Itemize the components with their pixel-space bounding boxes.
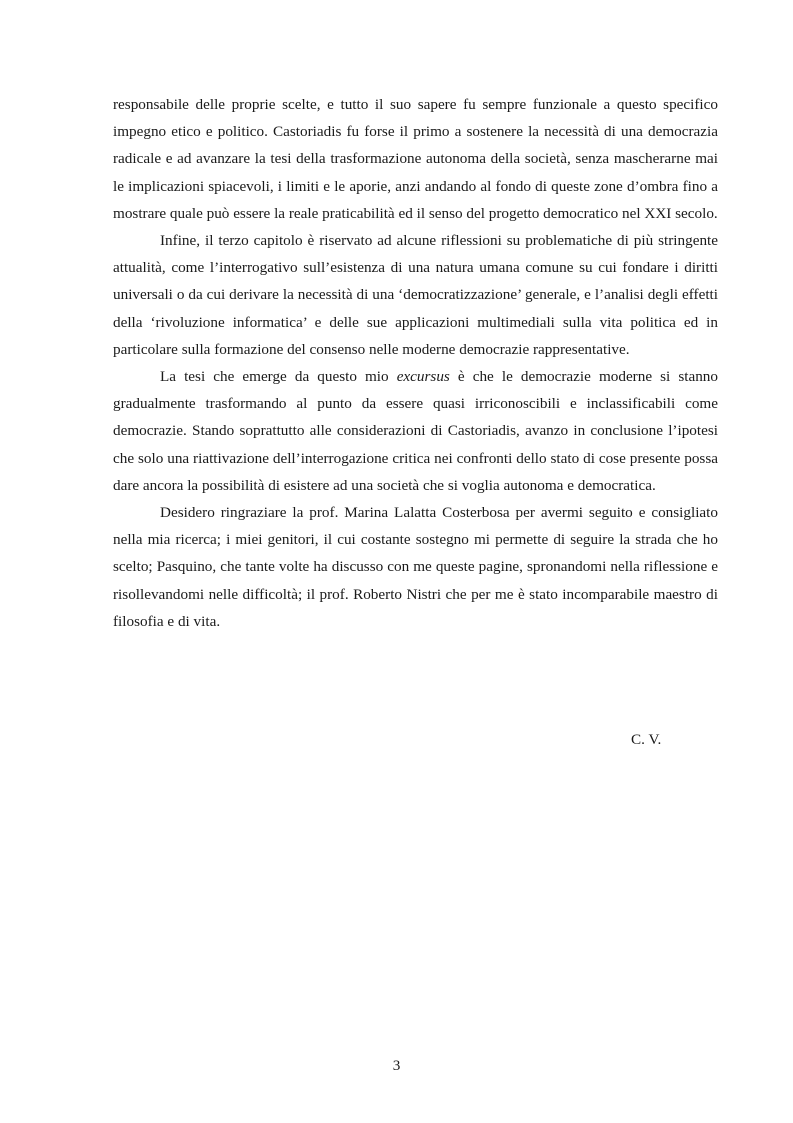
paragraph-1 [113,91,718,227]
paragraph-1-text: responsabile delle proprie scelte, e tutto il suo sapere fu sempre funzionale a questo specifico impegno etico e politico. Castoriadis fu forse il primo a sostenere la necessità di una democrazia radicale e ad avanzare la tesi della trasformazione autonoma della società, senza mascherarne mai le implicazioni spiacevoli, i limiti e le aporie, anzi andando al fondo di queste zone d’ombra fino a mostrare quale può essere la reale praticabilità ed il senso del progetto democratico nel XXI secolo. [113,96,718,222]
paragraph-3-italic-term: excursus [396,368,450,386]
page-number: 3 [392,1057,401,1074]
signature-initials: C. V. [631,731,662,748]
paragraph-2 [113,227,718,363]
paragraph-4 [113,499,718,635]
paragraph-3-text-end: è che le democrazie moderne si stanno gradualmente trasformando al punto da essere quasi irriconoscibili e inclassificabili come democrazie. Stando soprattutto alle considerazioni di Castoriadis, avanzo in conclusione l’ipotesi che solo una riattivazione dell’interrogazione critica nei confronti dello stato di cose presente possa dare ancora la possibilità di esistere ad una società che si voglia autonoma e democratica. [113,368,718,494]
paragraph-4-text: Desidero ringraziare la prof. Marina Lalatta Costerbosa per avermi seguito e consigliato nella mia ricerca; i miei genitori, il cui costante sostegno mi permette di seguire la strada che ho scelto; Pasquino, che tante volte ha discusso con me queste pagine, spronandomi nella riflessione e risollevandomi nelle difficoltà; il prof. Roberto Nistri che per me è stato incomparabile maestro di filosofia e di vita. [113,504,718,630]
paragraph-2-text: Infine, il terzo capitolo è riservato ad alcune riflessioni su problematiche di più stringente attualità, come l’interrogativo sull’esistenza di una natura umana comune su cui fondare i diritti universali o da cui derivare la necessità di una ‘democratizzazione’ generale, e l’analisi degli effetti della ‘rivoluzione informatica’ e delle sue applicazioni multimediali sulla vita politica ed in particolare sulla formazione del consenso nelle moderne democrazie rappresentative. [113,232,718,358]
body-text [113,91,718,635]
paragraph-3-text-start: La tesi che emerge da questo mio [160,368,397,386]
paragraph-3 [113,363,718,499]
